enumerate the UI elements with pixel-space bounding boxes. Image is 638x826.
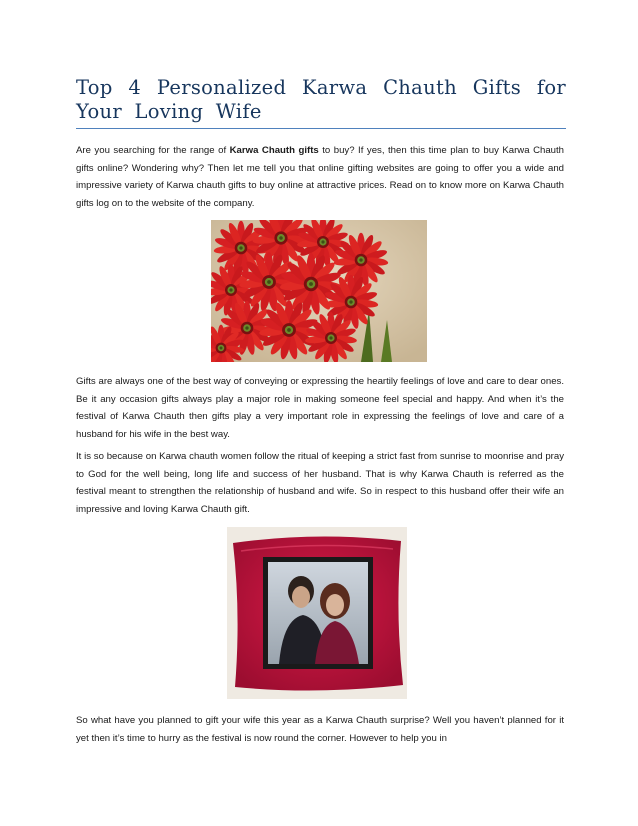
red-gerbera-flowers-image: [211, 220, 427, 362]
photo-cushion-image: [227, 527, 407, 699]
paragraph-ritual: It is so because on Karwa chauth women follow the ritual of keeping a strict fast from sunrise to moonrise and pray to God for the well being, long life and success of her husband. That is why Karwa Chauth is referred as the festival meant to strengthen the relationship of husband and wife. So in respect to this husband offer their wife an impressive and loving Karwa Chauth gift.: [76, 451, 564, 515]
title-underline: [76, 128, 566, 129]
document-title: Top 4 Personalized Karwa Chauth Gifts for Your Loving Wife: [76, 76, 566, 123]
karwa-chauth-gifts-keyword: Karwa Chauth gifts: [229, 145, 319, 156]
paragraph-gifts: Gifts are always one of the best way of conveying or expressing the heartily feelings of love and care to dear ones. Be it any occasion gifts always play a major role in making someone feel special and happy. And when it’s the festival of Karwa Chauth then gifts play a very important role in expressing the feelings of love and care of a husband for his wife in the best way.: [76, 376, 564, 440]
paragraph-surprise: So what have you planned to gift your wife this year as a Karwa Chauth surprise? Well you haven’t planned for it yet then it’s time to hurry as the festival is now round the corner. However to help you in: [76, 715, 564, 744]
paragraph-intro-start: Are you searching for the range of: [76, 145, 230, 156]
paragraph-intro-end: to buy? If yes, then this time plan to buy Karwa Chauth gifts online? Wondering why? Then let me tell you that online gifting websites are going to offer you a wide and impressive variety of Karwa chauth gifts to buy online at attractive prices. Read on to know more on Karwa Chauth gifts log on to the website of the company.: [76, 145, 565, 209]
paragraph-intro: [76, 142, 564, 212]
